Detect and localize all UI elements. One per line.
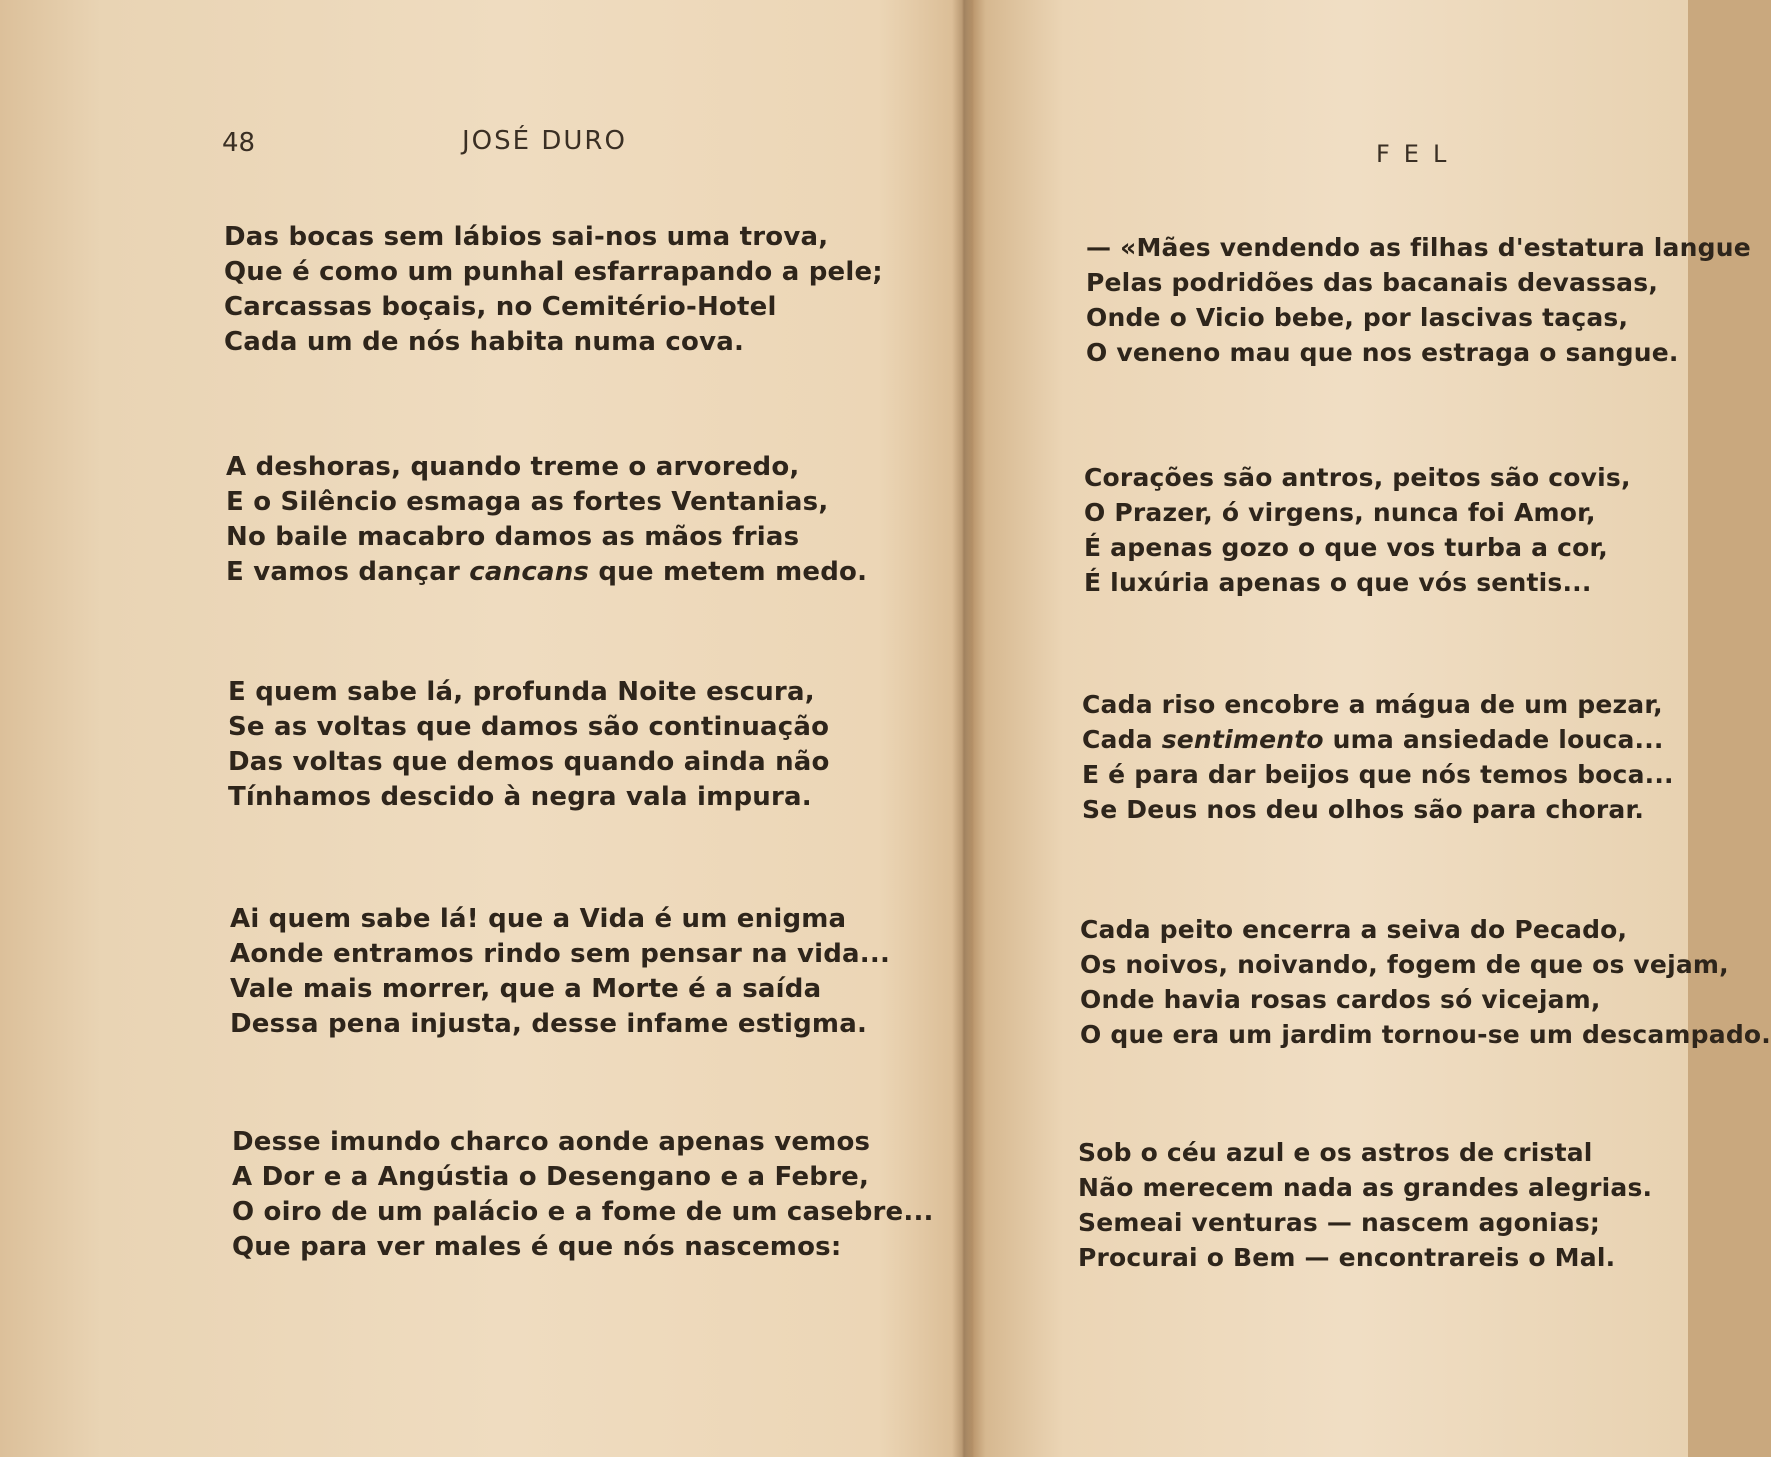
verse-line: O Prazer, ó virgens, nunca foi Amor, <box>1084 498 1596 527</box>
verse-line: Das voltas que demos quando ainda não <box>228 747 830 777</box>
verse-line: — «Mães vendendo as filhas d'estatura langue <box>1086 233 1751 262</box>
verse-text: Cada <box>1082 725 1162 754</box>
verse-line: Ai quem sabe lá! que a Vida é um enigma <box>230 904 847 934</box>
verse-line: Carcassas boçais, no Cemitério-Hotel <box>224 292 777 322</box>
verse-line: Das bocas sem lábios sai-nos uma trova, <box>224 222 829 252</box>
verse-line: O oiro de um palácio e a fome de um casebre... <box>232 1197 934 1227</box>
verse-line <box>226 555 867 590</box>
left-stanza-4 <box>230 902 890 1042</box>
verse-line: O veneno mau que nos estraga o sangue. <box>1086 338 1679 367</box>
left-stanza-1 <box>224 220 883 360</box>
verse-text: E vamos dançar <box>226 557 470 587</box>
verse-line <box>1082 722 1674 757</box>
verse-text: que metem medo. <box>589 557 868 587</box>
verse-line: O que era um jardim tornou-se um descampado. <box>1080 1020 1771 1049</box>
right-stanza-1 <box>1086 230 1751 370</box>
verse-line: E o Silêncio esmaga as fortes Ventanias, <box>226 487 829 517</box>
right-stanza-4 <box>1080 912 1771 1052</box>
verse-line: Desse imundo charco aonde apenas vemos <box>232 1127 871 1157</box>
author-running-head: JOSÉ DURO <box>462 126 627 156</box>
left-stanza-2 <box>226 450 867 590</box>
verse-line: Se as voltas que damos são continuação <box>228 712 830 742</box>
verse-line: Onde o Vicio bebe, por lascivas taças, <box>1086 303 1629 332</box>
right-stanza-5 <box>1078 1135 1652 1275</box>
right-page <box>966 0 1771 1457</box>
right-stanza-2 <box>1084 460 1631 600</box>
verse-line: E é para dar beijos que nós temos boca... <box>1082 760 1674 789</box>
verse-line: Onde havia rosas cardos só vicejam, <box>1080 985 1601 1014</box>
verse-line: Cada riso encobre a mágua de um pezar, <box>1082 690 1663 719</box>
verse-line: Tínhamos descido à negra vala impura. <box>228 782 812 812</box>
verse-line: E quem sabe lá, profunda Noite escura, <box>228 677 815 707</box>
verse-line: Cada peito encerra a seiva do Pecado, <box>1080 915 1628 944</box>
verse-line: Não merecem nada as grandes alegrias. <box>1078 1173 1653 1202</box>
verse-line: Procurai o Bem — encontrareis o Mal. <box>1078 1243 1616 1272</box>
verse-line: No baile macabro damos as mãos frias <box>226 522 800 552</box>
left-stanza-5 <box>232 1125 934 1265</box>
verse-line: A Dor e a Angústia o Desengano e a Febre, <box>232 1162 870 1192</box>
verse-line: A deshoras, quando treme o arvoredo, <box>226 452 800 482</box>
verse-line: Corações são antros, peitos são covis, <box>1084 463 1631 492</box>
verse-line: Aonde entramos rindo sem pensar na vida... <box>230 939 891 969</box>
right-stanza-3 <box>1082 687 1674 827</box>
italic-word: sentimento <box>1161 725 1324 754</box>
verse-line: Que para ver males é que nós nascemos: <box>232 1232 842 1262</box>
italic-word: cancans <box>469 557 590 587</box>
verse-line: Semeai venturas — nascem agonias; <box>1078 1208 1601 1237</box>
verse-line: Que é como um punhal esfarrapando a pele; <box>224 257 883 287</box>
left-stanza-3 <box>228 675 830 815</box>
verse-line: Se Deus nos deu olhos são para chorar. <box>1082 795 1645 824</box>
verse-line: Sob o céu azul e os astros de cristal <box>1078 1138 1593 1167</box>
verse-line: Os noivos, noivando, fogem de que os vejam, <box>1080 950 1729 979</box>
title-running-head: FEL <box>1376 140 1461 168</box>
verse-line: Dessa pena injusta, desse infame estigma. <box>230 1009 868 1039</box>
verse-line: Pelas podridões das bacanais devassas, <box>1086 268 1659 297</box>
page-number: 48 <box>222 128 256 158</box>
verse-line: Vale mais morrer, que a Morte é a saída <box>230 974 822 1004</box>
verse-text: uma ansiedade louca... <box>1323 725 1664 754</box>
verse-line: Cada um de nós habita numa cova. <box>224 327 745 357</box>
verse-line: É apenas gozo o que vos turba a cor, <box>1084 533 1609 562</box>
verse-line: É luxúria apenas o que vós sentis... <box>1084 568 1592 597</box>
